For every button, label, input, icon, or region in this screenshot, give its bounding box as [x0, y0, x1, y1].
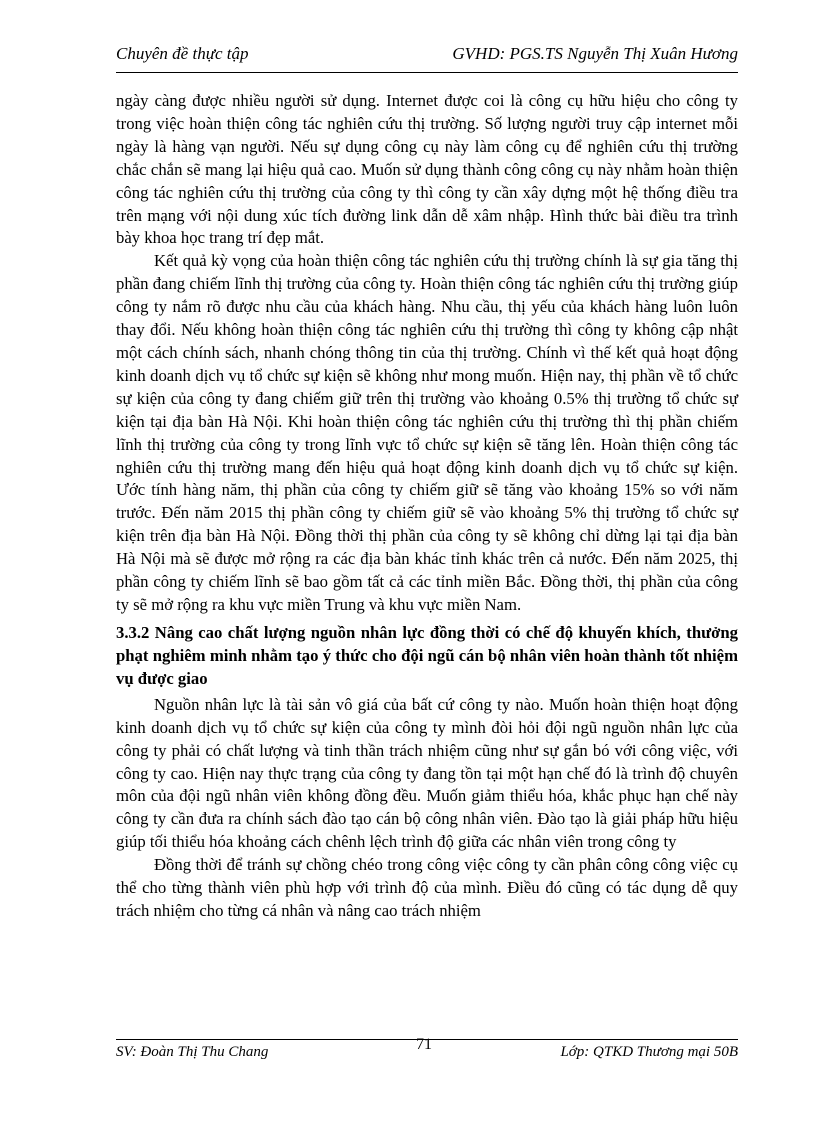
page-number: 71 [416, 1036, 432, 1053]
footer-left: SV: Đoàn Thị Thu Chang [116, 1044, 269, 1060]
header-right: GVHD: PGS.TS Nguyễn Thị Xuân Hương [452, 44, 738, 63]
header-left: Chuyên đề thực tập [116, 44, 249, 63]
page-footer [116, 1036, 738, 1066]
paragraph-1: ngày càng được nhiều người sử dụng. Internet được coi là công cụ hữu hiệu cho công ty trong việc hoàn thiện công tác nghiên cứu thị trường. Số lượng người truy cập internet mỗi ngày là hàng vạn người. Nếu sự dụng công cụ này làm công cụ để nghiên cứu thị trường chắc chắn sẽ mang lại hiệu quả cao. Muốn sử dụng thành công công cụ này nhằm hoàn thiện công tác nghiên cứu thị trường của công ty thì công ty cần xây dựng một hệ thống điều tra trên mạng với nội dung xúc tích đường link dẫn dễ xâm nhập. Hình thức bài điều tra trình bày khoa học trang trí đẹp mắt. [116, 91, 738, 248]
footer-right: Lớp: QTKD Thương mại 50B [560, 1044, 738, 1060]
section-heading: 3.3.2 Nâng cao chất lượng nguồn nhân lực đồng thời có chế độ khuyến khích, thưởng phạt nghiêm minh nhằm tạo ý thức cho đội ngũ cán bộ nhân viên hoàn thành tốt nhiệm vụ được giao [116, 622, 738, 688]
paragraph-2: Kết quả kỳ vọng của hoàn thiện công tác nghiên cứu thị trường chính là sự gia tăng thị phần đang chiếm lĩnh thị trường của công ty. Hoàn thiện công tác nghiên cứu thị trường giúp công ty nắm rõ được nhu cầu của khách hàng. Nhu cầu, thị yếu của khách hàng luôn luôn thay đổi. Nếu không hoàn thiện công tác nghiên cứu thị trường thì công ty không cập nhật một cách chính sách, nhanh chóng thông tin của thị trường. Chính vì thế kết quả hoạt động kinh doanh dịch vụ tổ chức sự kiện sẽ không như mong muốn. Hiện nay, thị phần về tổ chức sự kiện của công ty đang chiếm giữ trên thị trường vào khoảng 0.5% thị trường tổ chức sự kiện tại địa bàn Hà Nội. Khi hoàn thiện công tác nghiên cứu thị trường thì thị phần chiếm lĩnh thị trường của công ty trong lĩnh vực tổ chức sự kiện sẽ tăng lên. Hoàn thiện công tác nghiên cứu thị trường mang đến hiệu quả hoạt động kinh doanh dịch vụ tổ chức sự kiện. Ước tính hàng năm, thị phần của công ty chiếm giữ sẽ tăng vào khoảng 15% so với năm trước. Đến năm 2015 thị phần công ty chiếm giữ sẽ vào khoảng 5% thị trường tổ chức sự kiện trên địa bàn Hà Nội. Đồng thời thị phần của công ty sẽ không chỉ dừng lại tại địa bàn Hà Nội mà sẽ được mở rộng ra các địa bàn khác tỉnh khác trên cả nước. Đến năm 2025, thị phần công ty chiếm lĩnh sẽ bao gồm tất cả các tỉnh miền Bắc. Đồng thời, thị phần của công ty sẽ mở rộng ra khu vực miền Trung và khu vực miền Nam. [116, 251, 738, 614]
page-body [116, 90, 738, 923]
paragraph-3: Nguồn nhân lực là tài sản vô giá của bất cứ công ty nào. Muốn hoàn thiện hoạt động kinh doanh dịch vụ tổ chức sự kiện của công ty mình đòi hỏi đội ngũ nguồn nhân lực của công ty phải có chất lượng và tinh thần trách nhiệm cũng như sự gắn bó với công việc, với công ty cao. Hiện nay thực trạng của công ty đang tồn tại một hạn chế đó là trình độ chuyên môn của đội ngũ nhân viên không đồng đều. Muốn giảm thiểu hóa, khắc phục hạn chế này công ty cần đưa ra chính sách đào tạo cán bộ công nhân viên. Đào tạo là giải pháp hữu hiệu giúp tối thiểu hóa khoảng cách chênh lệch trình độ giữa các nhân viên trong công ty [116, 694, 738, 852]
page-header [116, 44, 738, 72]
header-divider [116, 72, 738, 73]
paragraph-4: Đồng thời để tránh sự chồng chéo trong công việc công ty cần phân công công việc cụ thể cho từng thành viên phù hợp với trình độ của mình. Điều đó cũng có tác dụng dễ quy trách nhiệm cho từng cá nhân và nâng cao trách nhiệm [116, 855, 738, 920]
